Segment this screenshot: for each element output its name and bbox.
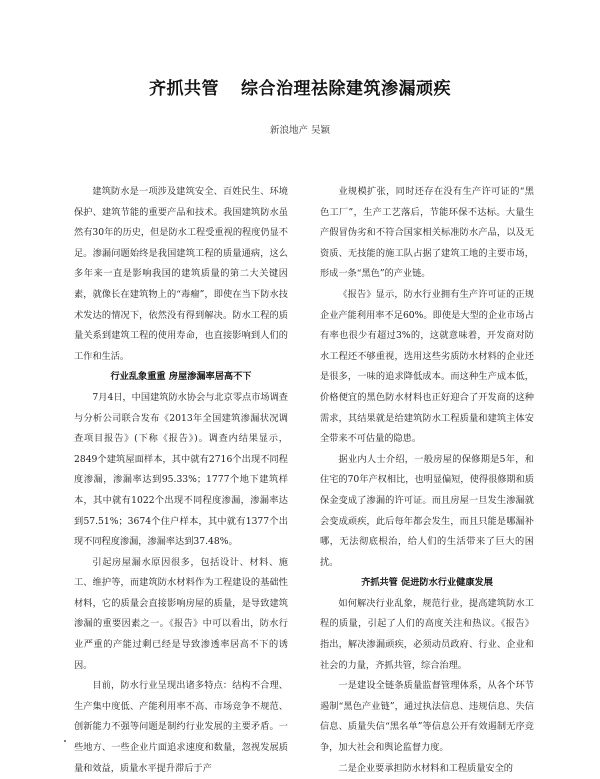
section-heading: 齐抓共管 促进防水行业健康发展: [361, 577, 493, 589]
section-heading: 行业乱象重重 房屋渗漏率居高不下: [110, 371, 252, 383]
paragraph: 一是建设全链条质量监督管理体系，从各个环节遏制“黑色产业链”，通过执法信息、违规信息、失信信息、质量失信“黑名单”等信息公开有效遏制无序竞争，加大社会和舆论监督力度。: [320, 680, 534, 754]
paragraph: 业规模扩张，同时还存在没有生产许可证的“黑色工厂”，生产工艺落后，节能环保不达标。大量生产假冒伪劣和不符合国家相关标准防水产品，以及无资质、无技能的施工队占据了建筑工地的主要市场，形成一条“黑色”的产业链。: [320, 186, 534, 280]
paragraph: 二是企业要承担防水材料和工程质量安全的: [338, 762, 513, 774]
paragraph: 《报告》显示，防水行业拥有生产许可证的正规企业产能利用率不足60%。即使是大型的企业市场占有率也很少有超过3%的，这就意味着，开发商对防水工程还不够重视，选用这些劣质防水材料的企业还是很多，一味的追求降低成本。而这种生产成本低，价格便宜的黑色防水材料也正好迎合了开发商的这种需求，其结果就是给建筑防水工程质量和建筑主体安全带来不可估量的隐患。: [320, 288, 534, 445]
right-column: [320, 182, 534, 779]
paragraph: 7月4日，中国建筑防水协会与北京零点市场调查与分析公司联合发布《2013年全国建筑渗漏状况调查项目报告》(下称《报告》)。调查内结果显示，2849个建筑屋面样本，其中就有2716个出现不同程度渗漏，渗漏率达到95.33%；1777个地下建筑样本，其中就有1022个出现不同程度渗漏，渗漏率达到57.51%；3674个住户样本，其中就有1377个出现不同程度渗漏，渗漏率达到37.48%。: [74, 391, 288, 548]
scan-speck: [64, 740, 66, 742]
left-column: [74, 182, 288, 779]
author-byline: 新浪地产 吴颖: [269, 125, 331, 136]
paragraph: 据业内人士介绍，一般房屋的保修期是5年，和住宅的70年产权相比，也明显偏短，使得很修期和质保金变成了渗漏的许可证。而且房屋一旦发生渗漏就会变成顽疾，此后每年都会发生，而且只能是哪漏补哪，无法彻底根治，给人们的生活带来了巨大的困扰。: [320, 453, 534, 568]
title-part-2: 综合治理祛除建筑渗漏顽疾: [241, 79, 451, 99]
title-part-1: 齐抓共管: [149, 79, 219, 99]
paragraph: 引起房屋漏水原因很多，包括设计、材料、施工、维护等，而建筑防水材料作为工程建设的基础性材料，它的质量会直接影响房屋的质量，是导致建筑渗漏的重要因素之一。《报告》中可以看出，防水行业严重的产能过剩已经是导致渗透率居高不下的诱因。: [74, 556, 288, 671]
article-title: [0, 74, 600, 99]
paragraph: 建筑防水是一项涉及建筑安全、百姓民生、环境保护、建筑节能的重要产品和技术。我国建筑防水虽然有30年的历史，但是防水工程受重视的程度仍显不足。渗漏问题始终是我国建筑工程的质量通病，这么多年来一直是影响我国的建筑质量的第二大关键因素，就像长在建筑物上的“毒瘤”，即使在当下防水技术发达的情况下，依然没有得到解决。防水工程的质量关系到建筑工程的使用寿命，也直接影响到人们的工作和生活。: [74, 186, 288, 362]
paragraph: 目前，防水行业呈现出诸多特点：结构不合理、生产集中度低、产能利用率不高、市场竞争不规范、创新能力不强等问题是制约行业发展的主要矛盾。一些地方、一些企业片面追求速度和数量，忽视发展质量和效益，质量水平提升滞后于产: [74, 680, 288, 774]
paragraph: 如何解决行业乱象，规范行业，提高建筑防水工程的质量，引起了人们的高度关注和热议。《报告》指出，解决渗漏顽疾，必须动员政府、行业、企业和社会的力量，齐抓共管，综合治理。: [320, 597, 534, 671]
